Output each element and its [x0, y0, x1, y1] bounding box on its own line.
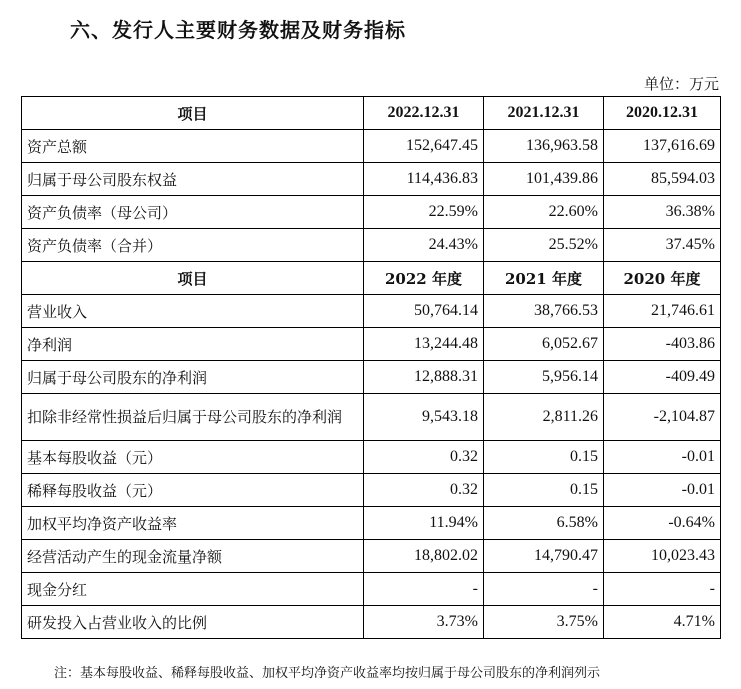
table-row [22, 507, 721, 540]
value-2020: - [604, 573, 721, 606]
table-row [22, 163, 721, 196]
value-2021: 5,956.14 [484, 361, 604, 394]
value-2022: 50,764.14 [364, 295, 484, 328]
value-2020: -0.64% [604, 507, 721, 540]
value-2020: 4.71% [604, 606, 721, 639]
value-2020: 36.38% [604, 196, 721, 229]
table-row [22, 540, 721, 573]
table-row [22, 361, 721, 394]
value-2020: -2,104.87 [604, 394, 721, 441]
value-2021: 6,052.67 [484, 328, 604, 361]
value-2021: 3.75% [484, 606, 604, 639]
table-row [22, 573, 721, 606]
table-row [22, 394, 721, 441]
row-label: 经营活动产生的现金流量净额 [22, 540, 364, 573]
value-2021: 2,811.26 [484, 394, 604, 441]
row-label: 归属于母公司股东的净利润 [22, 361, 364, 394]
row-label: 资产负债率（母公司） [22, 196, 364, 229]
value-2020: 21,746.61 [604, 295, 721, 328]
row-label: 净利润 [22, 328, 364, 361]
unit-label: 单位：万元 [643, 75, 719, 93]
value-2021: 25.52% [484, 229, 604, 262]
table-row [22, 606, 721, 639]
value-2022: 24.43% [364, 229, 484, 262]
value-2022: 11.94% [364, 507, 484, 540]
row-label: 资产总额 [22, 130, 364, 163]
value-2022: 9,543.18 [364, 394, 484, 441]
value-2021: 0.15 [484, 441, 604, 474]
value-2022: 13,244.48 [364, 328, 484, 361]
table-subheader-row [22, 262, 721, 295]
value-2021: - [484, 573, 604, 606]
header-2022: 2022.12.31 [364, 97, 484, 130]
header-2022: 2022 年度 [364, 262, 484, 295]
header-2021: 2021 年度 [484, 262, 604, 295]
value-2022: 18,802.02 [364, 540, 484, 573]
value-2020: 137,616.69 [604, 130, 721, 163]
value-2021: 22.60% [484, 196, 604, 229]
table-header-row [22, 97, 721, 130]
value-2020: -409.49 [604, 361, 721, 394]
header-2020: 2020.12.31 [604, 97, 721, 130]
row-label: 加权平均净资产收益率 [22, 507, 364, 540]
table-row [22, 196, 721, 229]
value-2022: 22.59% [364, 196, 484, 229]
value-2022: 0.32 [364, 441, 484, 474]
financial-data-table [21, 96, 721, 639]
row-label: 资产负债率（合并） [22, 229, 364, 262]
value-2020: 37.45% [604, 229, 721, 262]
value-2022: 152,647.45 [364, 130, 484, 163]
value-2022: 114,436.83 [364, 163, 484, 196]
value-2022: 12,888.31 [364, 361, 484, 394]
value-2021: 101,439.86 [484, 163, 604, 196]
page-title: 六、发行人主要财务数据及财务指标 [70, 18, 406, 42]
value-2021: 6.58% [484, 507, 604, 540]
value-2021: 0.15 [484, 474, 604, 507]
value-2021: 136,963.58 [484, 130, 604, 163]
table-footnote: 注：基本每股收益、稀释每股收益、加权平均净资产收益率均按归属于母公司股东的净利润列示 [54, 666, 601, 681]
header-item: 项目 [22, 97, 364, 130]
row-label: 扣除非经常性损益后归属于母公司股东的净利润 [22, 394, 364, 441]
table-row [22, 229, 721, 262]
row-label: 基本每股收益（元） [22, 441, 364, 474]
table-row [22, 328, 721, 361]
value-2021: 38,766.53 [484, 295, 604, 328]
value-2020: -0.01 [604, 474, 721, 507]
table-row [22, 474, 721, 507]
value-2022: 3.73% [364, 606, 484, 639]
header-2020: 2020 年度 [604, 262, 721, 295]
value-2020: 10,023.43 [604, 540, 721, 573]
value-2020: 85,594.03 [604, 163, 721, 196]
row-label: 现金分红 [22, 573, 364, 606]
table-row [22, 295, 721, 328]
row-label: 营业收入 [22, 295, 364, 328]
row-label: 稀释每股收益（元） [22, 474, 364, 507]
value-2020: -403.86 [604, 328, 721, 361]
table-row [22, 130, 721, 163]
value-2020: -0.01 [604, 441, 721, 474]
header-2021: 2021.12.31 [484, 97, 604, 130]
row-label: 归属于母公司股东权益 [22, 163, 364, 196]
header-item: 项目 [22, 262, 364, 295]
value-2021: 14,790.47 [484, 540, 604, 573]
table-row [22, 441, 721, 474]
row-label: 研发投入占营业收入的比例 [22, 606, 364, 639]
value-2022: 0.32 [364, 474, 484, 507]
value-2022: - [364, 573, 484, 606]
